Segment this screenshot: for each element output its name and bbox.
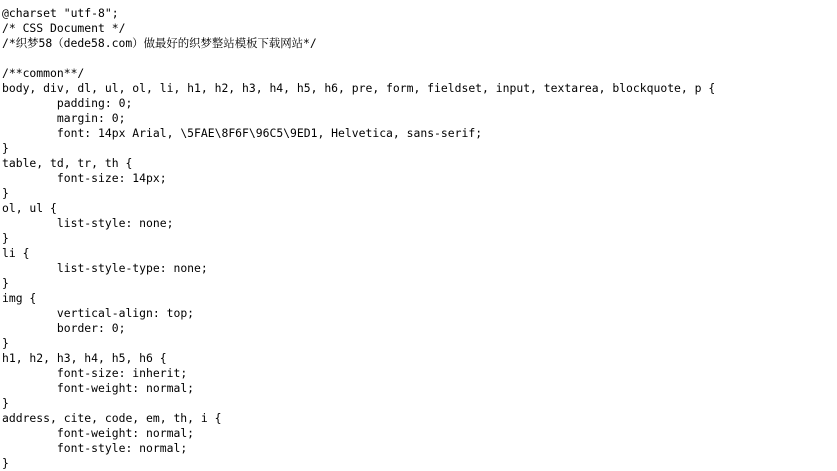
code-line: }: [2, 456, 9, 470]
code-line: font-weight: normal;: [2, 381, 195, 395]
css-source-text: [2, 6, 715, 471]
code-line: vertical-align: top;: [2, 306, 195, 320]
code-line: }: [2, 186, 9, 200]
code-line: h1, h2, h3, h4, h5, h6 {: [2, 351, 167, 365]
code-line: ol, ul {: [2, 201, 57, 215]
code-line: li {: [2, 246, 30, 260]
code-line: body, div, dl, ul, ol, li, h1, h2, h3, h4, h5, h6, pre, form, fieldset, input, textarea, blockquote, p {: [2, 81, 716, 95]
code-line: font-style: normal;: [2, 441, 188, 455]
code-line: }: [2, 336, 9, 350]
code-line: [2, 51, 715, 66]
code-line: table, td, tr, th {: [2, 156, 133, 170]
code-line: @charset "utf-8";: [2, 6, 119, 20]
code-line: margin: 0;: [2, 111, 126, 125]
code-line: address, cite, code, em, th, i {: [2, 411, 222, 425]
code-line: border: 0;: [2, 321, 126, 335]
code-line: /* CSS Document */: [2, 21, 126, 35]
code-line: }: [2, 276, 9, 290]
code-line: list-style-type: none;: [2, 261, 208, 275]
code-line: img {: [2, 291, 37, 305]
code-line: /*织梦58（dede58.com）做最好的织梦整站模板下载网站*/: [2, 36, 317, 50]
code-line: }: [2, 231, 9, 245]
code-line: /**common**/: [2, 66, 85, 80]
code-line: padding: 0;: [2, 96, 133, 110]
code-line: list-style: none;: [2, 216, 174, 230]
code-line: font: 14px Arial, \5FAE\8F6F\96C5\9ED1, Helvetica, sans-serif;: [2, 126, 483, 140]
code-line: }: [2, 396, 9, 410]
code-line: }: [2, 141, 9, 155]
code-line: font-size: 14px;: [2, 171, 167, 185]
code-line: font-weight: normal;: [2, 426, 195, 440]
code-line: font-size: inherit;: [2, 366, 188, 380]
